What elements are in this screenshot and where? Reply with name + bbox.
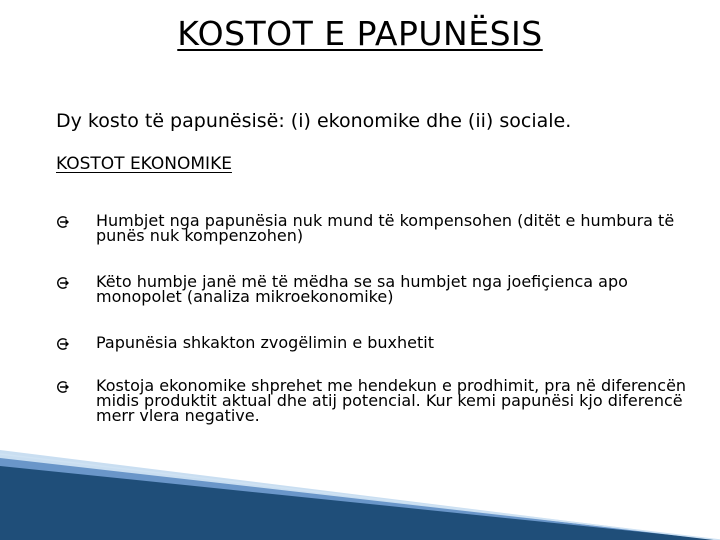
bullet-text: Këto humbje janë më të mëdha se sa humbjet nga joefiçienca apo monopolet (analiza mikroekonomike): [96, 272, 628, 306]
slide-title: KOSTOT E PAPUNËSIS: [177, 14, 543, 53]
swoosh-dark-band: [0, 466, 720, 540]
bullet-text: Papunësia shkakton zvogëlimin e buxhetit: [96, 333, 434, 352]
intro-text: Dy kosto të papunësisë: (i) ekonomike dhe (ii) sociale.: [56, 110, 572, 132]
decorative-swoosh: [0, 440, 720, 540]
arrow-circle-icon: [56, 215, 70, 229]
section-heading: KOSTOT EKONOMIKE: [56, 154, 232, 174]
bullet-text: Kostoja ekonomike shprehet me hendekun e prodhimit, pra në diferencën midis produktit aktual dhe atij potencial. Kur kemi papunësi kjo diferencë merr vlera negative.: [96, 376, 687, 425]
arrow-circle-icon: [56, 380, 70, 394]
arrow-circle-icon: [56, 337, 70, 351]
bullet-text: Humbjet nga papunësia nuk mund të kompensohen (ditët e humbura të punës nuk kompenzohen): [96, 211, 675, 245]
arrow-circle-icon: [56, 276, 70, 290]
